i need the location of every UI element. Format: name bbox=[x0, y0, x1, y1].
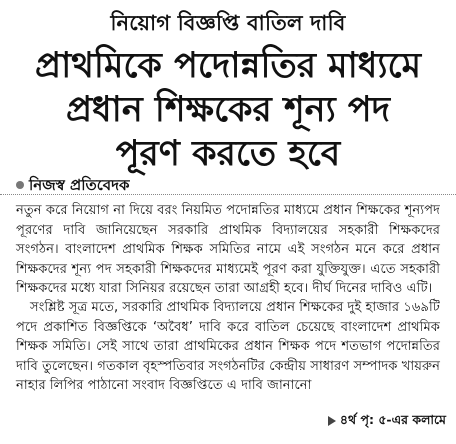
bullet-icon bbox=[16, 181, 24, 189]
headline-line: পূরণ করতে হবে bbox=[115, 134, 341, 174]
triangle-icon bbox=[328, 416, 336, 426]
article-paragraph: নতুন করে নিয়োগ না দিয়ে বরং নিয়মিত পদোন্নতির মাধ্যমে প্রধান শিক্ষকের শূন্যপদ পূরণের দাবি জানিয়েছেন সরকারি প্রাথমিক বিদ্যালয়ের সহকারী শিক্ষকদের সংগঠন। বাংলাদেশ প্রাথমিক শিক্ষক সমিতির নামে এই সংগঠন মনে করে প্রধান শিক্ষকদের শূন্য পদ সহকারী শিক্ষকদের মাধ্যমেই পূরণ করা যুক্তিযুক্ত। এতে সহকারী শিক্ষকদের মধ্যে যারা সিনিয়র রয়েছেন তারা আগ্রহী হবে। দীর্ঘ দিনের দাবিও এটি। bbox=[16, 203, 440, 297]
byline bbox=[16, 176, 130, 194]
continuation-note bbox=[328, 411, 446, 429]
byline-text: নিজস্ব প্রতিবেদক bbox=[29, 176, 130, 194]
article-paragraph: সংশ্লিষ্ট সূত্র মতে, সরকারি প্রাথমিক বিদ্যালয়ে প্রধান শিক্ষকের দুই হাজার ১৬৯টি পদে প্রকাশিত বিজ্ঞপ্তিকে ‘অবৈধ’ দাবি করে বাতিল চেয়েছে বাংলাদেশ প্রাথমিক শিক্ষক সমিতি। সেই সাথে তারা প্রাথমিকের প্রধান শিক্ষক পদে শতভাগ পদোন্নতির দাবি তুলেছেন। গতকাল বৃহস্পতিবার সংগঠনটির কেন্দ্রীয় সাধারণ সম্পাদক খায়রুন নাহার লিপির পাঠানো সংবাদ বিজ্ঞপ্তিতে এ দাবি জানানো bbox=[16, 300, 440, 394]
kicker: নিয়োগ বিজ্ঞপ্তি বাতিল দাবি bbox=[110, 11, 346, 35]
headline-line: প্রাথমিকে পদোন্নতির মাধ্যমে bbox=[34, 46, 422, 86]
headline-line: প্রধান শিক্ষকের শূন্য পদ bbox=[65, 90, 391, 130]
divider bbox=[0, 194, 456, 195]
headline bbox=[0, 44, 456, 176]
continuation-text: ৪র্থ পৃ: ৫-এর কলামে bbox=[339, 412, 446, 427]
